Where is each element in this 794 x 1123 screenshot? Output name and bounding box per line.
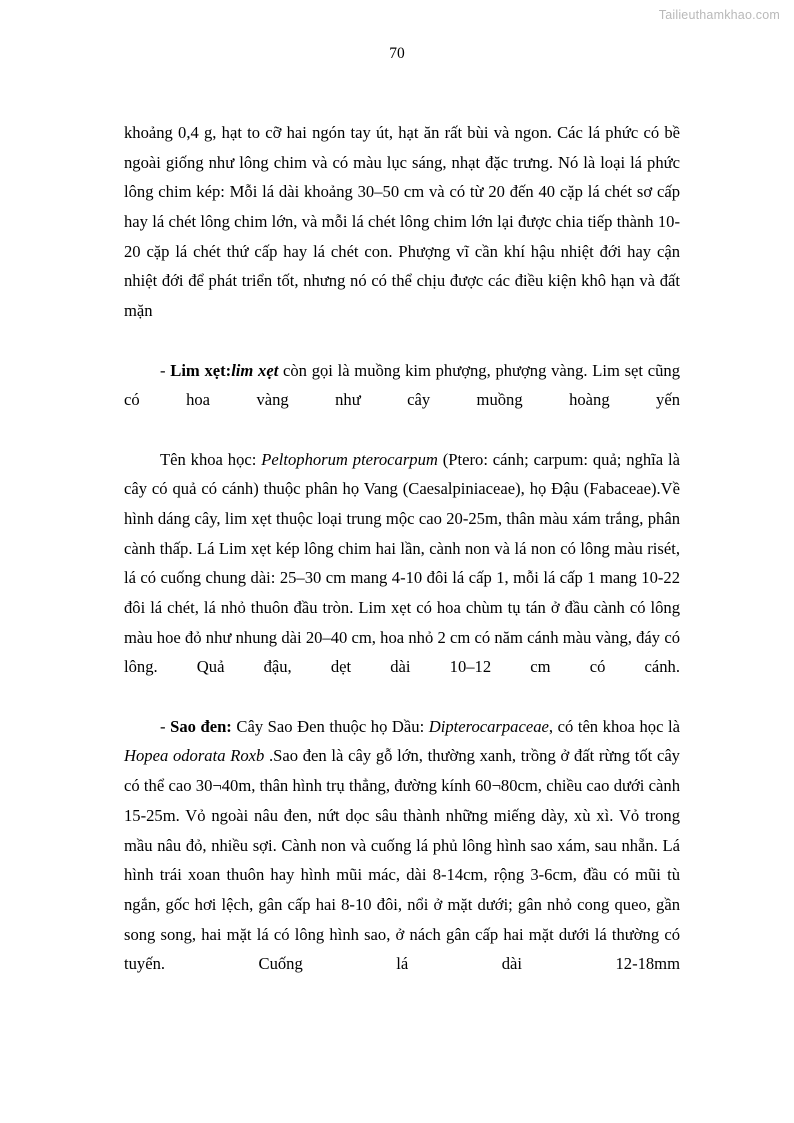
text-run: còn gọi là muồng kim phượng, phượng vàng. Lim sẹt cũng có hoa vàng như cây muồng hoàng yến [124, 360, 680, 410]
paragraph-la-phuc [124, 118, 680, 356]
text-run: - [160, 716, 171, 736]
text-run: Sao đen: [170, 716, 232, 736]
text-run: Dipterocarpaceae [428, 716, 549, 736]
document-body [124, 118, 680, 1009]
text-run: (Ptero: cánh; carpum: quả; nghĩa là cây có quả có cánh) thuộc phân họ Vang (Caesalpiniaceae), họ Đậu (Fabaceae).Về hình dáng cây, lim xẹt thuộc loại trung mộc cao 20-25m, thân màu xám trắng, phân cành thấp. Lá Lim xẹt kép lông chim hai lần, cành non và lá non có lông màu risét, lá có cuống chung dài: 25–30 cm mang 4-10 đôi lá cấp 1, mỗi lá cấp 1 mang 10-22 đôi lá chét, lá nhỏ thuôn đầu tròn. Lim xẹt có hoa chùm tụ tán ở đầu cành có lông màu hoe đỏ như nhung dài 20–40 cm, hoa nhỏ 2 cm có năm cánh màu vàng, đáy có lông. Quả đậu, dẹt dài 10–12 cm có cánh. [124, 449, 681, 677]
text-run: Lim xẹt: [170, 360, 232, 380]
text-run: Hopea odorata Roxb [124, 746, 265, 766]
text-run: Peltophorum pterocarpum [261, 449, 438, 469]
page-number: 70 [389, 45, 405, 62]
text-run: lim xẹt [231, 360, 279, 380]
text-run: Cây Sao Đen thuộc họ Dầu: [231, 716, 429, 736]
text-run: , có tên khoa học là [548, 716, 680, 736]
text-run: Tên khoa học: [160, 449, 262, 469]
text-run: khoảng 0,4 g, hạt to cỡ hai ngón tay út, hạt ăn rất bùi và ngon. Các lá phức có bề ngoài giống như lông chim và có màu lục sáng, nhạt đặc trưng. Nó là loại lá phức lông chim kép: Mỗi lá dài khoảng 30–50 cm và có từ 20 đến 40 cặp lá chét sơ cấp hay lá chét lông chim lớn, và mỗi lá chét lông chim lớn lại được chia tiếp thành 10-20 cặp lá chét thứ cấp hay lá chét con. Phượng vĩ cần khí hậu nhiệt đới hay cận nhiệt đới để phát triển tốt, nhưng nó có thể chịu được các điều kiện khô hạn và đất mặn [124, 123, 680, 321]
watermark: Tailieuthamkhao.com [658, 8, 780, 22]
paragraph-lim-xet-detail [124, 445, 680, 712]
text-run: - [160, 360, 171, 380]
paragraph-lim-xet-intro [124, 356, 680, 445]
paragraph-sao-den [124, 712, 680, 1009]
text-run: .Sao đen là cây gỗ lớn, thường xanh, trồng ở đất rừng tốt cây có thể cao 30¬40m, thân hình trụ thẳng, đường kính 60¬80cm, chiều cao dưới cành 15-25m. Vỏ ngoài nâu đen, nứt dọc sâu thành những miếng dày, xù xì. Vỏ trong mầu nâu đỏ, nhiều sợi. Cành non và cuống lá phủ lông hình sao xám, sau nhẵn. Lá hình trái xoan thuôn hay hình mũi mác, dài 8-14cm, rộng 3-6cm, đầu có mũi tù ngắn, gốc hơi lệch, gân cấp hai 8-10 đôi, nổi ở mặt dưới; gân nhỏ cong queo, gần song song, hai mặt lá có lông hình sao, ở nách gân cấp hai mặt dưới lá thường có tuyến. Cuống lá dài 12-18mm [124, 746, 680, 974]
